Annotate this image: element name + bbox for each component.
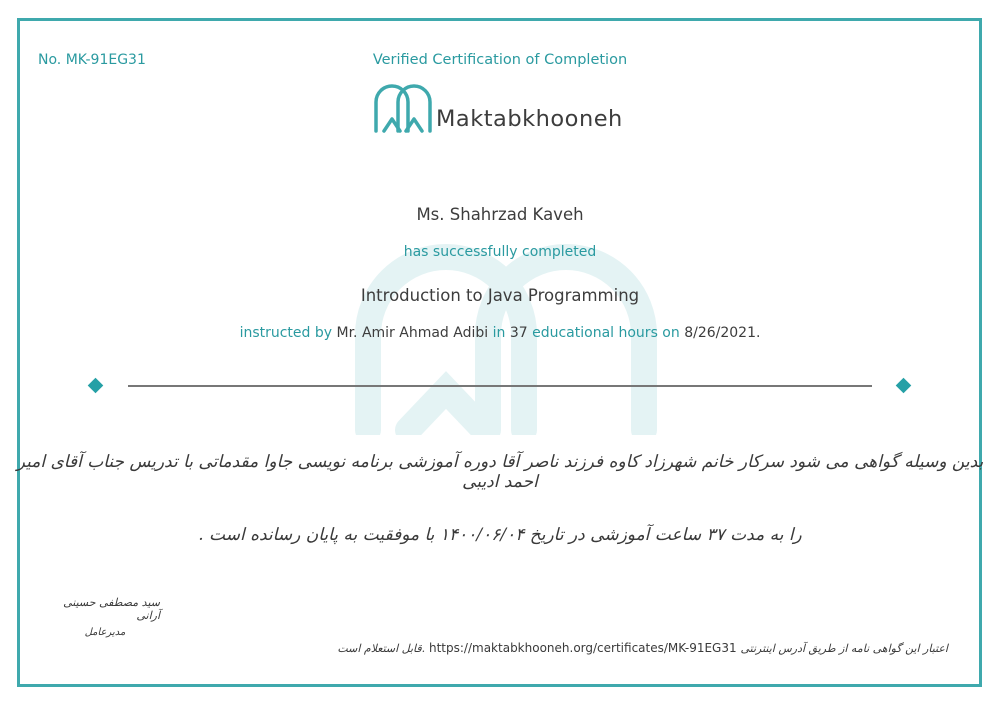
hours-value: 37 — [509, 325, 528, 341]
certificate-title: Verified Certification of Completion — [372, 52, 628, 68]
in-label: in — [492, 325, 506, 341]
instructor-name: Mr. Amir Ahmad Adibi — [336, 325, 489, 341]
logo-arches-icon — [372, 78, 434, 134]
verification-suffix: قابل استعلام است. — [337, 642, 426, 655]
logo-text: Maktabkhooneh — [436, 106, 623, 132]
verification-url[interactable]: https://maktabkhooneh.org/certificates/MK-91EG31 — [429, 641, 737, 655]
completion-date: 8/26/2021. — [684, 325, 761, 341]
verification-prefix: اعتبار این گواهی نامه از طریق آدرس اینترنتی — [740, 642, 948, 655]
hours-label: educational hours on — [532, 325, 680, 341]
course-title: Introduction to Java Programming — [360, 286, 640, 305]
persian-statement-line-1: بدین وسیله گواهی می شود سرکار خانم شهرزاد کاوه فرزند ناصر آقا دوره آموزشی برنامه نویسی جاوا مقدماتی با تدریس جناب آقای امیر احمد ادیبی — [16, 452, 984, 492]
persian-statement-line-2: را به مدت ۳۷ ساعت آموزشی در تاریخ ۱۴۰۰/۰۶/۰۴ با موفقیت به پایان رسانده است . — [198, 525, 802, 545]
recipient-name: Ms. Shahrzad Kaveh — [416, 205, 584, 224]
certificate-number: No. MK-91EG31 — [38, 52, 146, 68]
divider-line — [128, 385, 872, 387]
signer-name: سید مصطفی حسینی آرانی — [63, 596, 160, 622]
signer-role: مدیرعامل — [84, 627, 126, 638]
maktabkhooneh-logo — [372, 78, 632, 138]
instructed-by-label: instructed by — [239, 325, 333, 341]
completed-text: has successfully completed — [403, 244, 597, 260]
course-details — [0, 325, 1000, 341]
verification-note — [337, 641, 948, 655]
